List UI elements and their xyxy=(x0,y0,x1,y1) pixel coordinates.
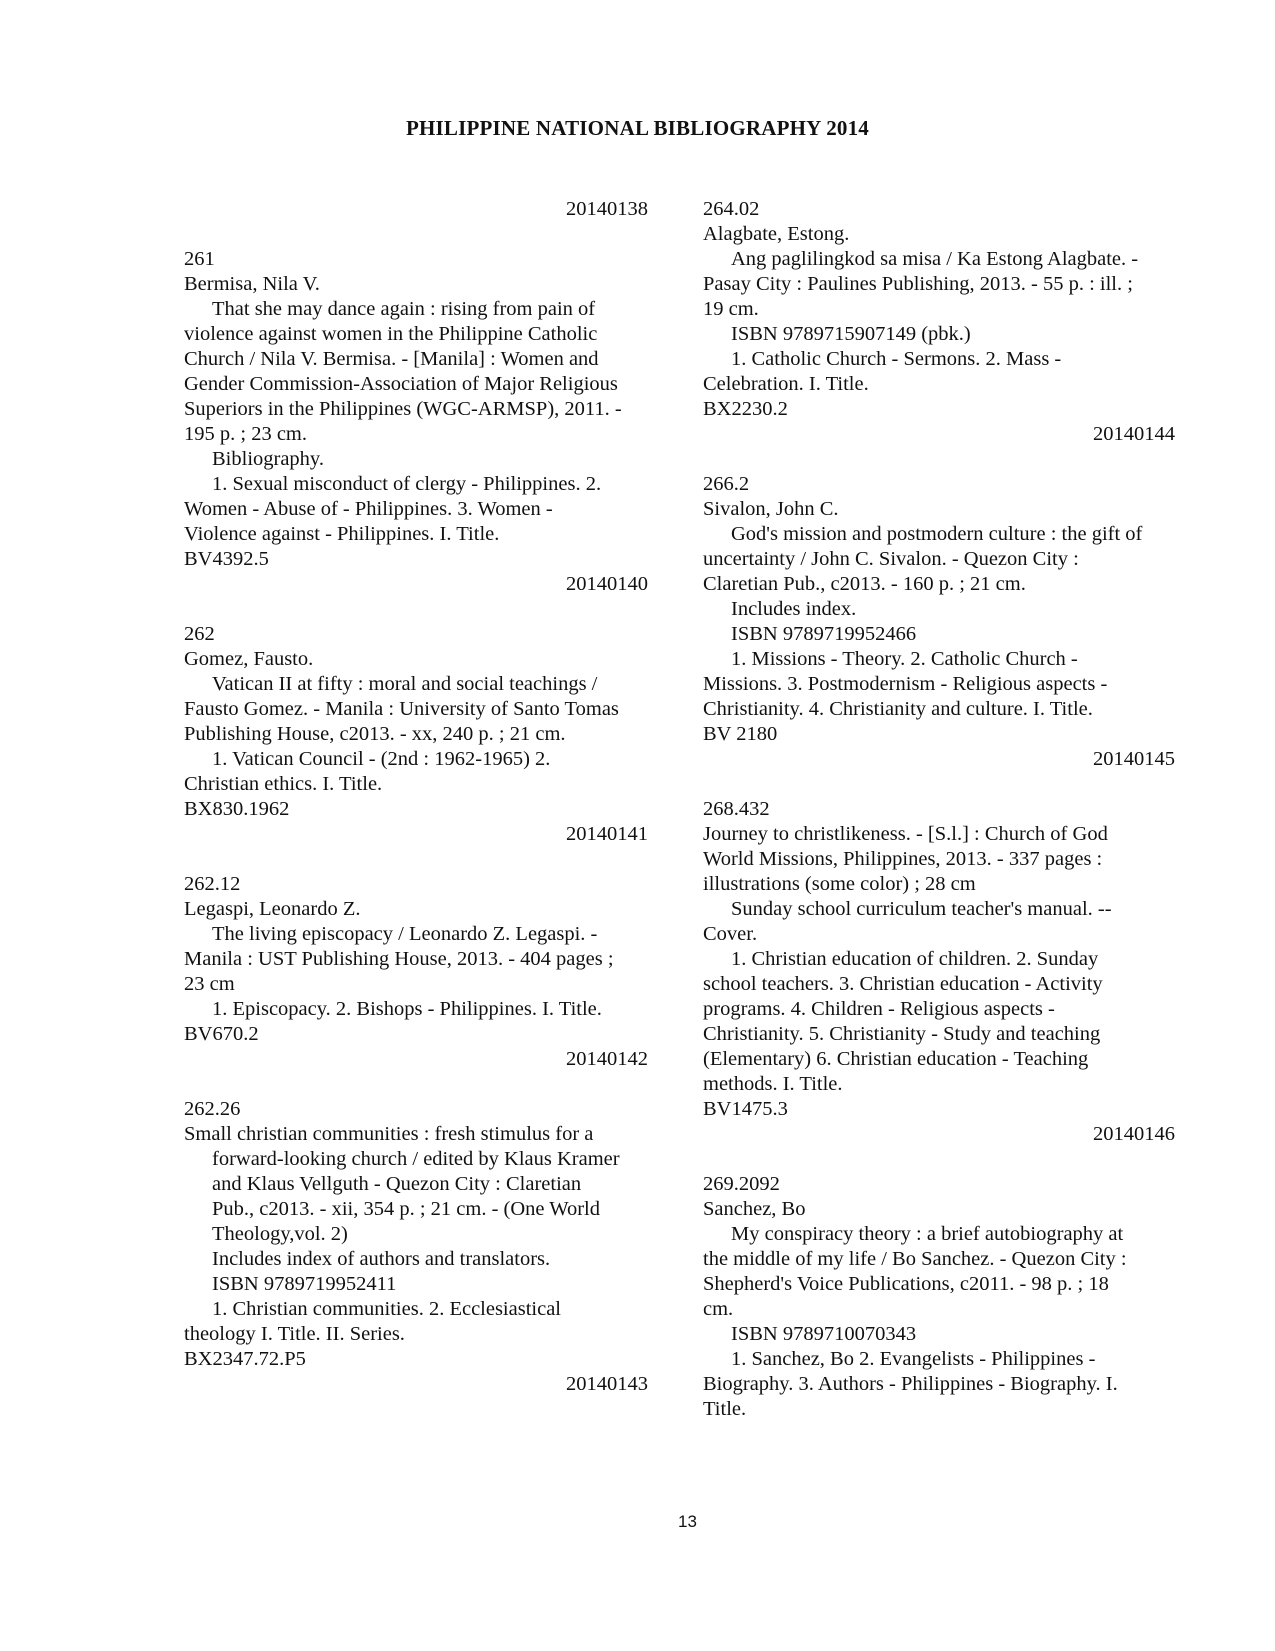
entry-line: 1. Vatican Council - (2nd : 1962-1965) 2. xyxy=(212,748,551,770)
entry-line: forward-looking church / edited by Klaus Kramer xyxy=(212,1148,620,1170)
record-number: 20140138 xyxy=(566,198,648,220)
entry-line: BX830.1962 xyxy=(184,798,290,820)
entry-line: Fausto Gomez. - Manila : University of Santo Tomas xyxy=(184,698,619,720)
record-number: 20140140 xyxy=(566,573,648,595)
spacer xyxy=(703,1147,1193,1172)
entry-line: 23 cm xyxy=(184,973,235,995)
entry-line: Alagbate, Estong. xyxy=(703,223,850,245)
entry-line: 262.12 xyxy=(184,873,241,895)
entry-line: Celebration. I. Title. xyxy=(703,373,869,395)
entry-line: BV1475.3 xyxy=(703,1098,788,1120)
entry-line: BX2347.72.P5 xyxy=(184,1348,306,1370)
entry-line: Women - Abuse of - Philippines. 3. Women - xyxy=(184,498,553,520)
entry-line: Small christian communities : fresh stimulus for a xyxy=(184,1123,594,1145)
spacer xyxy=(703,447,1193,472)
entry-line: Sunday school curriculum teacher's manual. -- xyxy=(731,898,1112,920)
spacer xyxy=(703,772,1193,797)
entry-line: Ang paglilingkod sa misa / Ka Estong Alagbate. - xyxy=(731,248,1139,270)
entry-line: Church / Nila V. Bermisa. - [Manila] : Women and xyxy=(184,348,599,370)
entry-line: Pasay City : Paulines Publishing, 2013. - 55 p. : ill. ; xyxy=(703,273,1133,295)
entry-line: ISBN 9789719952466 xyxy=(731,623,917,645)
entry-line: BV 2180 xyxy=(703,723,778,745)
entry-line: Bibliography. xyxy=(212,448,324,470)
record-number: 20140143 xyxy=(566,1373,648,1395)
entry-line: 1. Sanchez, Bo 2. Evangelists - Philippines - xyxy=(731,1348,1096,1370)
entry-line: Includes index of authors and translators. xyxy=(212,1248,551,1270)
spacer xyxy=(184,847,654,872)
entry-line: 268.432 xyxy=(703,798,770,820)
entry-line: violence against women in the Philippine Catholic xyxy=(184,323,598,345)
entry-line: Shepherd's Voice Publications, c2011. - 98 p. ; 18 xyxy=(703,1273,1109,1295)
entry-line: 1. Christian communities. 2. Ecclesiastical xyxy=(212,1298,561,1320)
entry-line: Bermisa, Nila V. xyxy=(184,273,320,295)
entry-line: My conspiracy theory : a brief autobiography at xyxy=(731,1223,1124,1245)
entry-line: Publishing House, c2013. - xx, 240 p. ; 21 cm. xyxy=(184,723,566,745)
entry-line: Includes index. xyxy=(731,598,857,620)
entry-line: ISBN 9789715907149 (pbk.) xyxy=(731,323,971,345)
record-number: 20140146 xyxy=(1093,1123,1175,1145)
spacer xyxy=(184,1072,654,1097)
entry-line: 266.2 xyxy=(703,473,750,495)
spacer xyxy=(184,597,654,622)
page-title: PHILIPPINE NATIONAL BIBLIOGRAPHY 2014 xyxy=(405,116,870,140)
entry-line: Manila : UST Publishing House, 2013. - 404 pages ; xyxy=(184,948,614,970)
entry-line: the middle of my life / Bo Sanchez. - Quezon City : xyxy=(703,1248,1127,1270)
entry-line: Gomez, Fausto. xyxy=(184,648,314,670)
record-number: 20140141 xyxy=(566,823,648,845)
entry-line: ISBN 9789710070343 xyxy=(731,1323,917,1345)
entry-line: school teachers. 3. Christian education - Activity xyxy=(703,973,1103,995)
entry-line: That she may dance again : rising from pain of xyxy=(212,298,596,320)
entry-line: programs. 4. Children - Religious aspects - xyxy=(703,998,1055,1020)
entry-line: 1. Missions - Theory. 2. Catholic Church - xyxy=(731,648,1078,670)
entry-line: 195 p. ; 23 cm. xyxy=(184,423,307,445)
entry-line: 261 xyxy=(184,248,215,270)
entry-line: Sivalon, John C. xyxy=(703,498,839,520)
entry-line: illustrations (some color) ; 28 cm xyxy=(703,873,976,895)
entry-line: theology I. Title. II. Series. xyxy=(184,1323,405,1345)
entry-line: methods. I. Title. xyxy=(703,1073,843,1095)
right-column xyxy=(703,197,1193,1422)
entry-line: God's mission and postmodern culture : the gift of xyxy=(731,523,1143,545)
entry-line: 262 xyxy=(184,623,215,645)
entry-line: ISBN 9789719952411 xyxy=(212,1273,397,1295)
entry-line: Vatican II at fifty : moral and social teachings / xyxy=(212,673,598,695)
entry-line: Christian ethics. I. Title. xyxy=(184,773,383,795)
entry-line: Missions. 3. Postmodernism - Religious aspects - xyxy=(703,673,1108,695)
entry-line: (Elementary) 6. Christian education - Teaching xyxy=(703,1048,1089,1070)
record-number: 20140144 xyxy=(1093,423,1175,445)
spacer xyxy=(184,222,654,247)
entry-line: Sanchez, Bo xyxy=(703,1198,806,1220)
entry-line: cm. xyxy=(703,1298,734,1320)
entry-line: World Missions, Philippines, 2013. - 337 pages : xyxy=(703,848,1103,870)
entry-line: and Klaus Vellguth - Quezon City : Claretian xyxy=(212,1173,582,1195)
entry-line: 1. Episcopacy. 2. Bishops - Philippines. I. Title. xyxy=(212,998,602,1020)
entry-line: Claretian Pub., c2013. - 160 p. ; 21 cm. xyxy=(703,573,1026,595)
entry-line: Pub., c2013. - xii, 354 p. ; 21 cm. - (One World xyxy=(212,1198,600,1220)
entry-line: Superiors in the Philippines (WGC-ARMSP), 2011. - xyxy=(184,398,622,420)
entry-line: 264.02 xyxy=(703,198,760,220)
entry-line: 1. Christian education of children. 2. Sunday xyxy=(731,948,1099,970)
left-column xyxy=(184,197,654,1397)
entry-line: Journey to christlikeness. - [S.l.] : Church of God xyxy=(703,823,1108,845)
entry-line: BV670.2 xyxy=(184,1023,259,1045)
entry-line: 269.2092 xyxy=(703,1173,780,1195)
entry-line: Cover. xyxy=(703,923,758,945)
entry-line: 1. Sexual misconduct of clergy - Philippines. 2. xyxy=(212,473,602,495)
entry-line: Biography. 3. Authors - Philippines - Biography. I. xyxy=(703,1373,1118,1395)
entry-line: Title. xyxy=(703,1398,747,1420)
entry-line: BX2230.2 xyxy=(703,398,788,420)
entry-line: Christianity. 4. Christianity and culture. I. Title. xyxy=(703,698,1093,720)
entry-line: 1. Catholic Church - Sermons. 2. Mass - xyxy=(731,348,1062,370)
entry-line: BV4392.5 xyxy=(184,548,269,570)
record-number: 20140145 xyxy=(1093,748,1175,770)
entry-line: Gender Commission-Association of Major Religious xyxy=(184,373,618,395)
entry-line: Theology,vol. 2) xyxy=(212,1223,348,1245)
page-number: 13 xyxy=(678,1512,697,1531)
entry-line: uncertainty / John C. Sivalon. - Quezon City : xyxy=(703,548,1079,570)
record-number: 20140142 xyxy=(566,1048,648,1070)
entry-line: Violence against - Philippines. I. Title. xyxy=(184,523,500,545)
entry-line: Legaspi, Leonardo Z. xyxy=(184,898,361,920)
entry-line: 262.26 xyxy=(184,1098,241,1120)
entry-line: The living episcopacy / Leonardo Z. Legaspi. - xyxy=(212,923,598,945)
entry-line: 19 cm. xyxy=(703,298,759,320)
entry-line: Christianity. 5. Christianity - Study and teaching xyxy=(703,1023,1101,1045)
